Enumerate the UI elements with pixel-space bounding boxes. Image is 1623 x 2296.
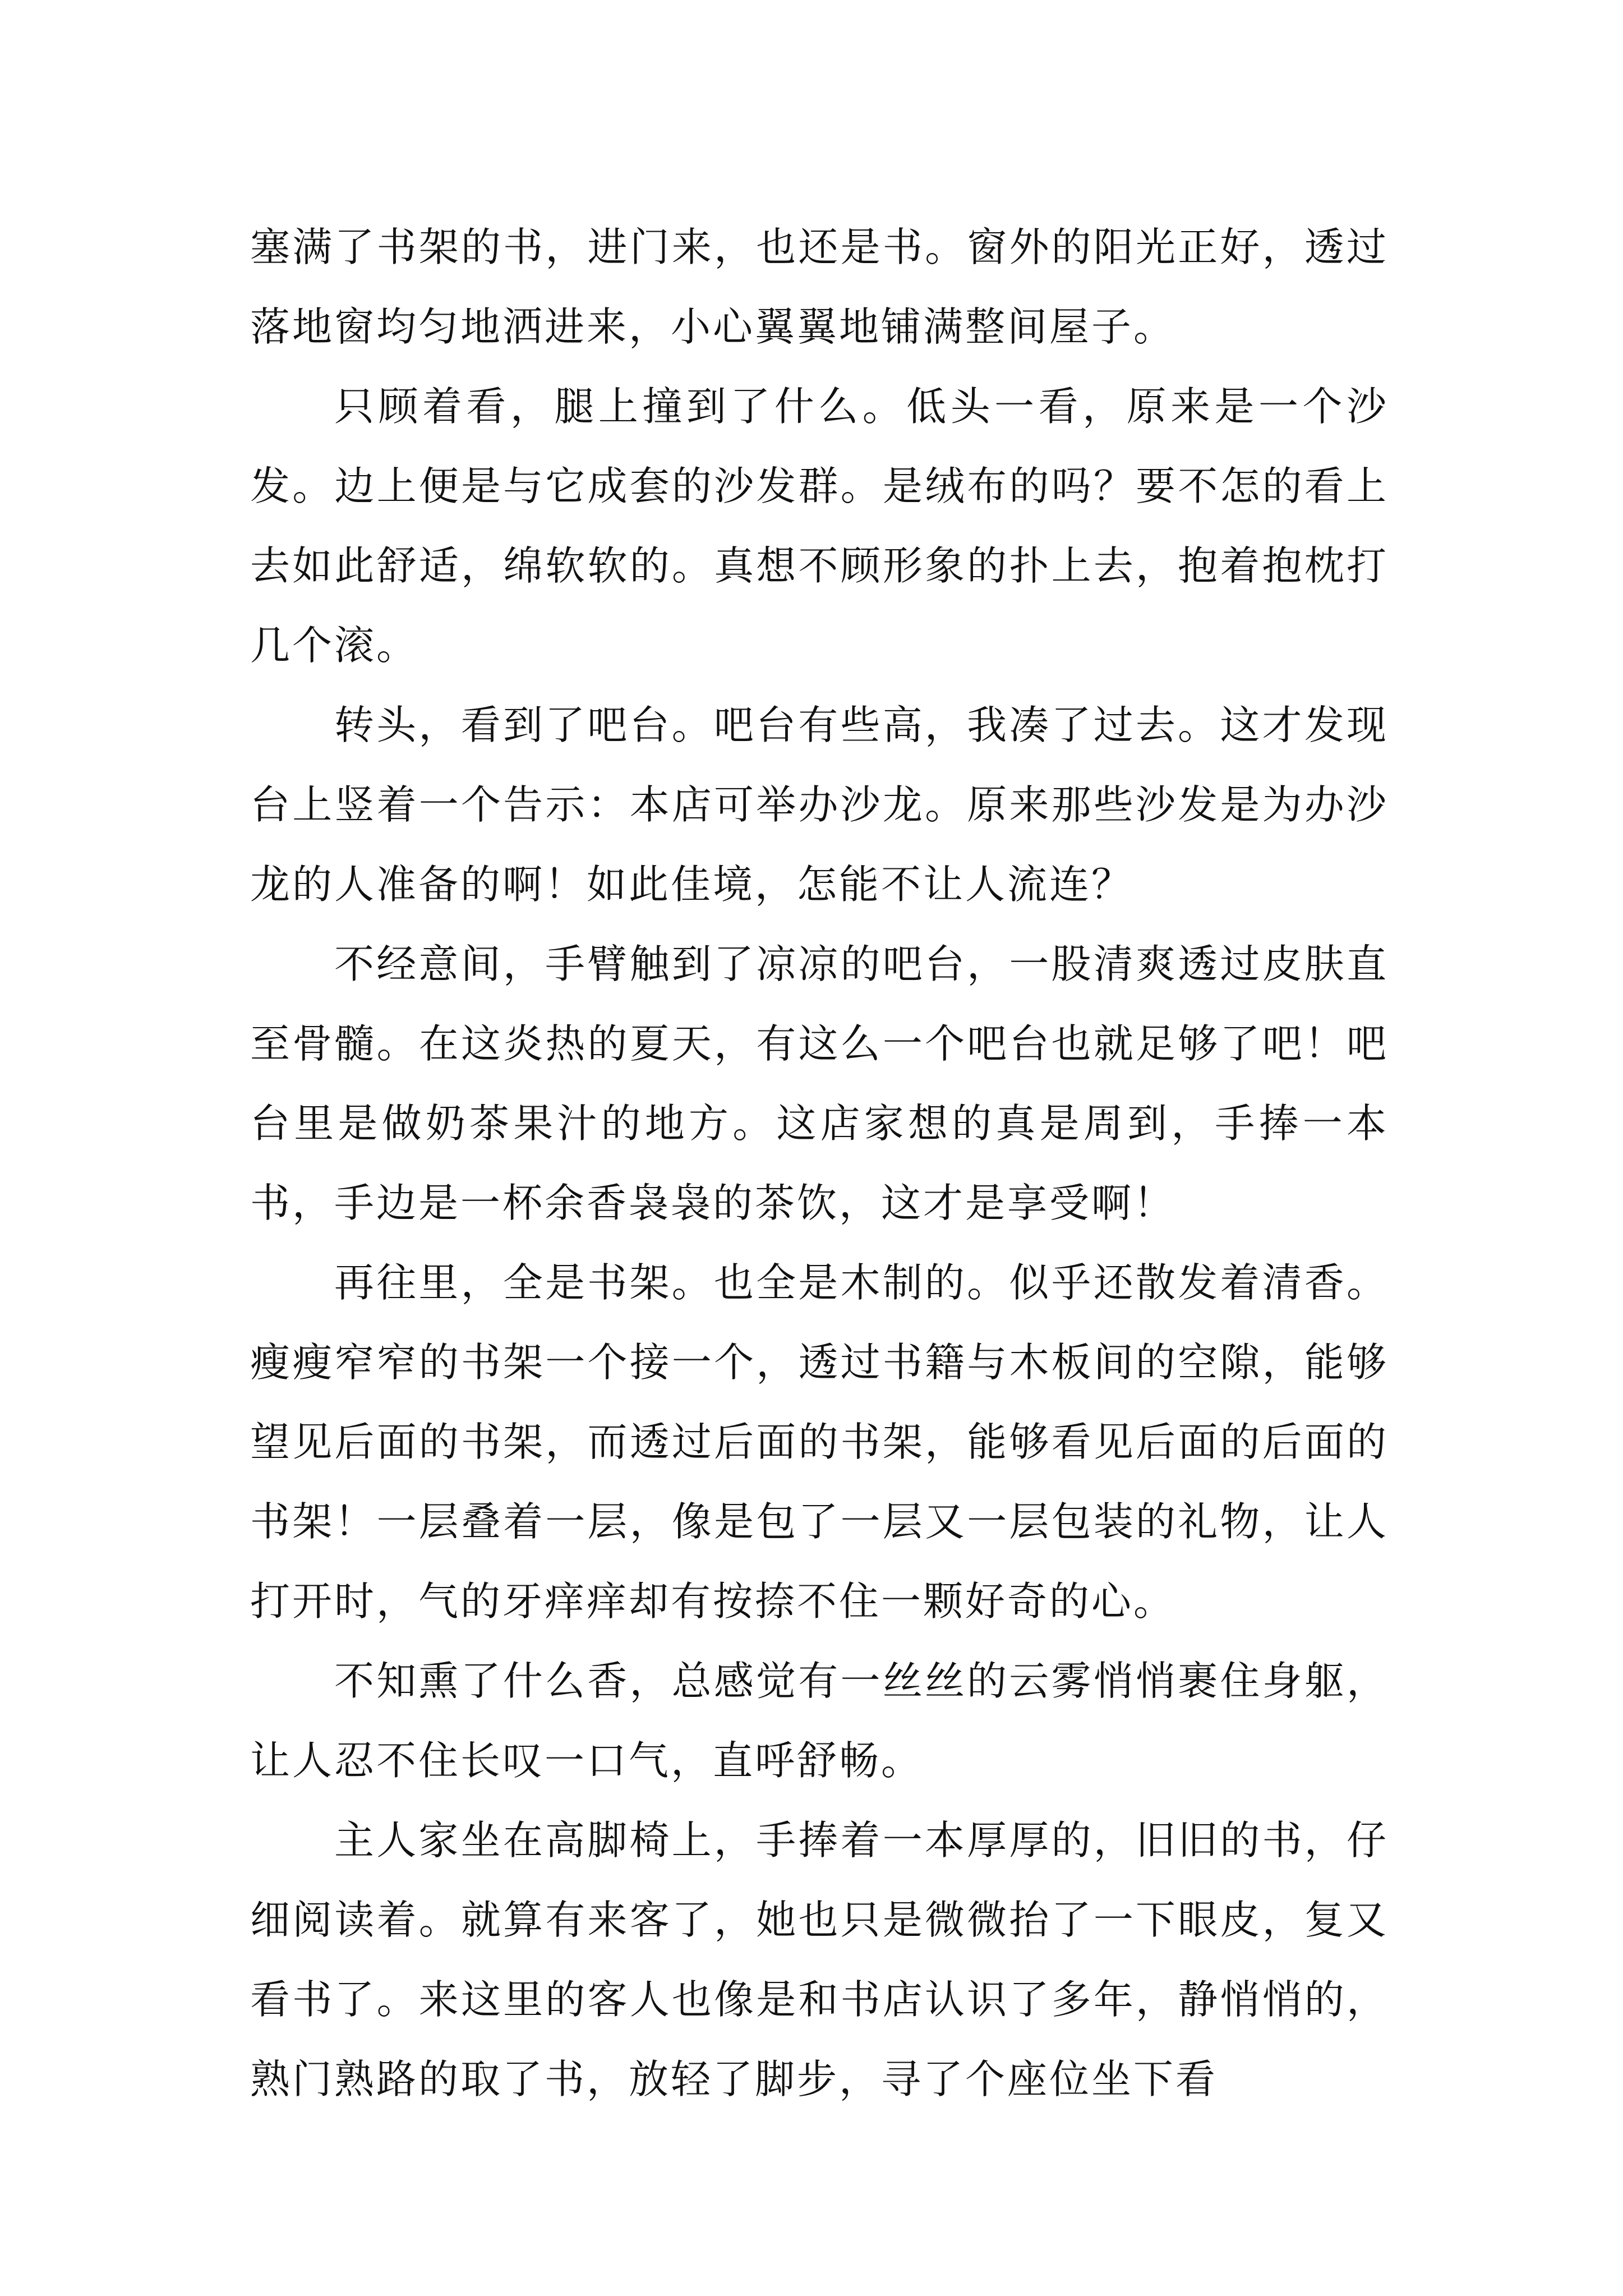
paragraph-5: 再往里，全是书架。也全是木制的。似乎还散发着清香。瘦瘦窄窄的书架一个接一个，透过书籍与木板间的空隙，能够望见后面的书架，而透过后面的书架，能够看见后面的后面的书架！一层叠着一层，像是包了一层又一层包装的礼物，让人打开时，气的牙痒痒却有按捺不住一颗好奇的心。 bbox=[250, 1259, 1389, 1625]
paragraph-4: 不经意间，手臂触到了凉凉的吧台，一股清爽透过皮肤直至骨髓。在这炎热的夏天，有这么一个吧台也就足够了吧！吧台里是做奶茶果汁的地方。这店家想的真是周到，手捧一本书，手边是一杯余香袅袅的茶饮，这才是享受啊！ bbox=[250, 941, 1389, 1226]
paragraph-1: 塞满了书架的书，进门来，也还是书。窗外的阳光正好，透过落地窗均匀地洒进来，小心翼翼地铺满整间屋子。 bbox=[250, 224, 1389, 350]
paragraph-2: 只顾着看，腿上撞到了什么。低头一看，原来是一个沙发。边上便是与它成套的沙发群。是绒布的吗？要不怎的看上去如此舒适，绵软软的。真想不顾形象的扑上去，抱着抱枕打几个滚。 bbox=[250, 383, 1389, 669]
body-text bbox=[250, 208, 1389, 2119]
paragraph-3: 转头，看到了吧台。吧台有些高，我凑了过去。这才发现台上竖着一个告示：本店可举办沙龙。原来那些沙发是为办沙龙的人准备的啊！如此佳境，怎能不让人流连？ bbox=[250, 702, 1389, 908]
paragraph-7: 主人家坐在高脚椅上，手捧着一本厚厚的，旧旧的书，仔细阅读着。就算有来客了，她也只是微微抬了一下眼皮，复又看书了。来这里的客人也像是和书店认识了多年，静悄悄的，熟门熟路的取了书，放轻了脚步，寻了个座位坐下看 bbox=[250, 1817, 1389, 2102]
paragraph-6: 不知熏了什么香，总感觉有一丝丝的云雾悄悄裹住身躯，让人忍不住长叹一口气，直呼舒畅。 bbox=[250, 1658, 1389, 1784]
